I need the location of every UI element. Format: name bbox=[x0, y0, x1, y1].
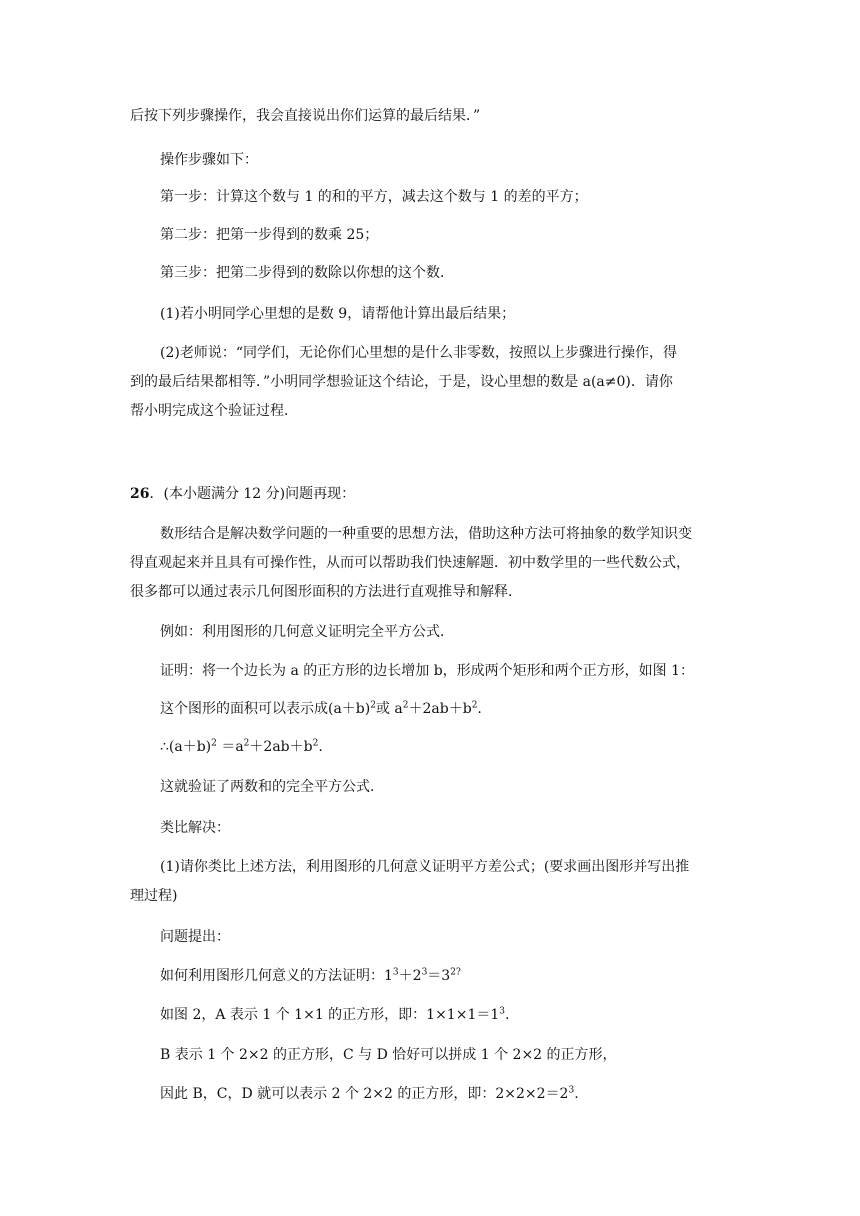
sub-question-1-line-1: (1)请你类比上述方法，利用图形的几何意义证明平方差公式；(要求画出图形并写出推 bbox=[160, 859, 690, 875]
step-one: 第一步：计算这个数与 1 的和的平方，减去这个数与 1 的差的平方； bbox=[160, 189, 588, 205]
text-line: 操作步骤如下： bbox=[160, 152, 258, 168]
text-run: ＝a bbox=[216, 739, 244, 755]
problem-26-heading bbox=[130, 484, 730, 504]
figure-2-line bbox=[160, 1005, 730, 1025]
example-line: 例如：利用图形的几何意义证明完全平方公式． bbox=[160, 624, 454, 640]
superscript: 2? bbox=[450, 967, 461, 978]
analogy-heading: 类比解决： bbox=[160, 820, 230, 836]
step-two: 第二步：把第一步得到的数乘 25； bbox=[160, 227, 379, 243]
text-run: 如何利用图形几何意义的方法证明：1 bbox=[160, 968, 393, 984]
sub-question-1-line-2: 理过程) bbox=[130, 888, 178, 904]
bcd-line-1: B 表示 1 个 2×2 的正方形，C 与 D 恰好可以拼成 1 个 2×2 的正方形， bbox=[160, 1047, 617, 1063]
text-run: . bbox=[318, 739, 323, 755]
text-run: . bbox=[477, 701, 482, 717]
question-2-line-1: (2)老师说：“同学们，无论你们心里想的是什么非零数，按照以上步骤进行操作，得 bbox=[160, 345, 677, 361]
question-2-line-2: 到的最后结果都相等．”小明同学想验证这个结论，于是，设心里想的数是 a(a≠0)．请你 bbox=[130, 374, 673, 390]
superscript: 3 bbox=[421, 967, 428, 978]
text-run: ＋2ab＋b bbox=[249, 739, 313, 755]
text-line: 后按下列步骤操作，我会直接说出你们运算的最后结果．” bbox=[130, 108, 481, 124]
text-run: ＋2 bbox=[398, 968, 422, 984]
superscript: 2 bbox=[211, 738, 217, 749]
question-1: (1)若小明同学心里想的是数 9，请帮他计算出最后结果； bbox=[160, 306, 516, 322]
superscript: 2 bbox=[471, 700, 478, 711]
text-run: 或 a bbox=[375, 701, 403, 717]
text-run: 如图 2，A 表示 1 个 1×1 的正方形，即：1×1×1＝1 bbox=[160, 1007, 500, 1023]
proof-line: 证明：将一个边长为 a 的正方形的边长增加 b，形成两个矩形和两个正方形，如图 1： bbox=[160, 663, 695, 679]
area-expression-line bbox=[160, 699, 730, 719]
problem-raised-heading: 问题提出： bbox=[160, 929, 230, 945]
verified-line: 这就验证了两数和的完全平方公式． bbox=[160, 779, 384, 795]
question-2-line-3: 帮小明完成这个验证过程． bbox=[130, 403, 298, 419]
superscript: 3 bbox=[499, 1006, 505, 1017]
text-run: . bbox=[574, 1086, 579, 1102]
paragraph-line: 得直观起来并且具有可操作性，从而可以帮助我们快速解题．初中数学里的一些代数公式， bbox=[130, 555, 690, 571]
superscript: 2 bbox=[312, 738, 319, 749]
therefore-line bbox=[160, 737, 730, 757]
superscript: 2 bbox=[370, 700, 376, 711]
text-run: ∴(a＋b) bbox=[160, 739, 212, 755]
problem-number: 26 bbox=[130, 486, 150, 502]
text-run: ＋2ab＋b bbox=[408, 701, 472, 717]
bcd-line-2 bbox=[160, 1084, 730, 1104]
text-run: 这个图形的面积可以表示成(a＋b) bbox=[160, 701, 371, 717]
superscript: 3 bbox=[392, 967, 399, 978]
superscript: 2 bbox=[402, 700, 409, 711]
text-run: . bbox=[505, 1007, 510, 1023]
superscript: 2 bbox=[243, 738, 250, 749]
superscript: 3 bbox=[568, 1085, 575, 1096]
problem-heading-text: ．(本小题满分 12 分)问题再现： bbox=[149, 486, 356, 502]
text-run: 因此 B，C，D 就可以表示 2 个 2×2 的正方形，即：2×2×2＝2 bbox=[160, 1086, 569, 1102]
how-to-prove-line bbox=[160, 966, 730, 986]
paragraph-line: 数形结合是解决数学问题的一种重要的思想方法，借助这种方法可将抽象的数学知识变 bbox=[160, 526, 692, 542]
text-run: ＝3 bbox=[427, 968, 451, 984]
step-three: 第三步：把第二步得到的数除以你想的这个数． bbox=[160, 265, 454, 281]
paragraph-line: 很多都可以通过表示几何图形面积的方法进行直观推导和解释． bbox=[130, 584, 522, 600]
